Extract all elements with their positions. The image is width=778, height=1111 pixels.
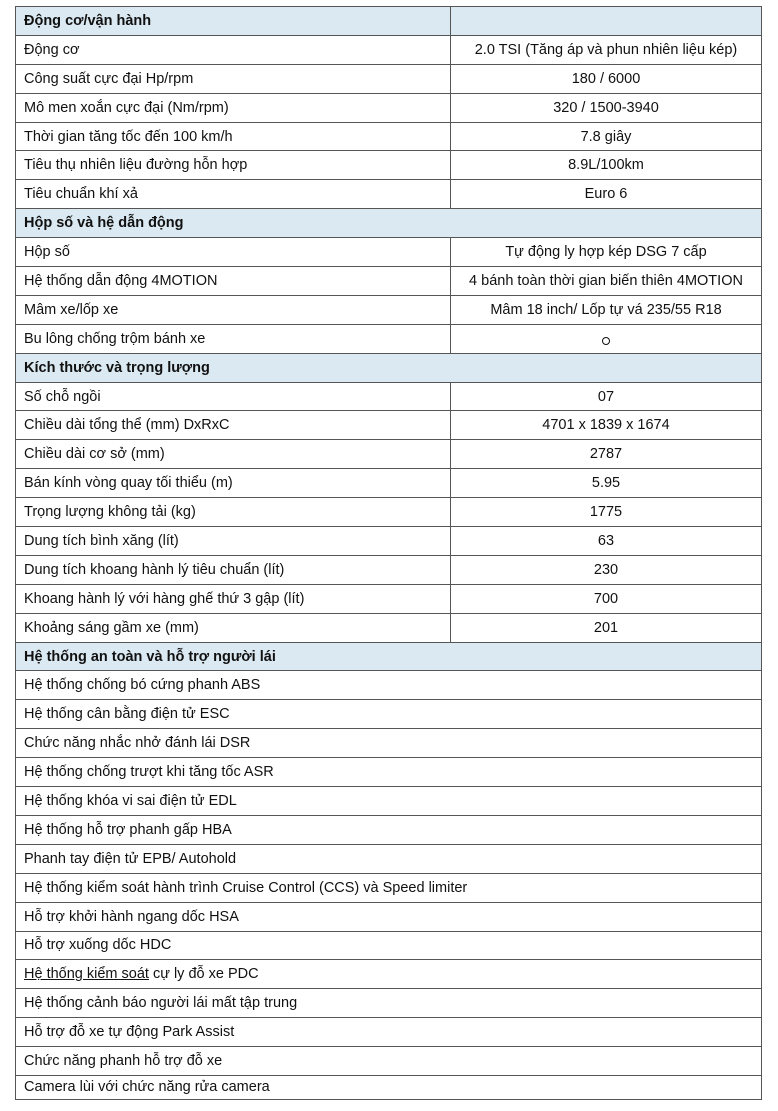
feature-row	[16, 931, 762, 960]
spec-row-luggage-standard	[16, 555, 762, 584]
feature-label: Hệ thống chống bó cứng phanh ABS	[16, 671, 762, 700]
feature-label-cell	[16, 960, 762, 989]
feature-label: Camera lùi với chức năng rửa camera	[16, 1075, 762, 1099]
spec-label: Trọng lượng không tải (kg)	[16, 498, 451, 527]
feature-label: Chức năng nhắc nhở đánh lái DSR	[16, 729, 762, 758]
feature-row	[16, 902, 762, 931]
spec-value: 5.95	[451, 469, 762, 498]
feature-row-pdc	[16, 960, 762, 989]
spec-row-fuel-consumption	[16, 151, 762, 180]
spec-label: Số chỗ ngồi	[16, 382, 451, 411]
spec-value: 1775	[451, 498, 762, 527]
feature-label-underlined: Hệ thống kiểm soát	[24, 966, 149, 983]
spec-row-luggage-folded	[16, 584, 762, 613]
spec-value: 4 bánh toàn thời gian biến thiên 4MOTION	[451, 267, 762, 296]
spec-table	[15, 6, 762, 1100]
spec-row-power	[16, 64, 762, 93]
spec-row-turning-radius	[16, 469, 762, 498]
feature-row	[16, 671, 762, 700]
spec-label: Mâm xe/lốp xe	[16, 295, 451, 324]
section-title-blank	[451, 7, 762, 36]
spec-value: 201	[451, 613, 762, 642]
spec-label: Chiều dài cơ sở (mm)	[16, 440, 451, 469]
feature-row	[16, 815, 762, 844]
feature-row	[16, 758, 762, 787]
section-header-dimensions	[16, 353, 762, 382]
spec-row-ground-clearance	[16, 613, 762, 642]
feature-row	[16, 1018, 762, 1047]
feature-label: Hỗ trợ xuống dốc HDC	[16, 931, 762, 960]
spec-value: Mâm 18 inch/ Lốp tự vá 235/55 R18	[451, 295, 762, 324]
spec-row-wheel-locks	[16, 324, 762, 353]
spec-label: Bán kính vòng quay tối thiểu (m)	[16, 469, 451, 498]
feature-row	[16, 700, 762, 729]
section-header-transmission	[16, 209, 762, 238]
spec-label: Hệ thống dẫn động 4MOTION	[16, 267, 451, 296]
feature-label: Hệ thống kiểm soát hành trình Cruise Control (CCS) và Speed limiter	[16, 873, 762, 902]
feature-label: Hệ thống cảnh báo người lái mất tập trung	[16, 989, 762, 1018]
spec-label: Công suất cực đại Hp/rpm	[16, 64, 451, 93]
spec-row-overall-dimensions	[16, 411, 762, 440]
spec-label: Mô men xoắn cực đại (Nm/rpm)	[16, 93, 451, 122]
spec-value: 07	[451, 382, 762, 411]
spec-value: 4701 x 1839 x 1674	[451, 411, 762, 440]
feature-label: Hệ thống hỗ trợ phanh gấp HBA	[16, 815, 762, 844]
feature-label: Hệ thống chống trượt khi tăng tốc ASR	[16, 758, 762, 787]
spec-label: Dung tích khoang hành lý tiêu chuẩn (lít)	[16, 555, 451, 584]
spec-row-wheelbase	[16, 440, 762, 469]
feature-label: Hệ thống cân bằng điện tử ESC	[16, 700, 762, 729]
feature-row	[16, 989, 762, 1018]
spec-row-torque	[16, 93, 762, 122]
spec-row-engine	[16, 35, 762, 64]
feature-row	[16, 1075, 762, 1099]
spec-row-wheels	[16, 295, 762, 324]
feature-row	[16, 1047, 762, 1076]
spec-label: Chiều dài tổng thể (mm) DxRxC	[16, 411, 451, 440]
feature-label: Hỗ trợ đỗ xe tự động Park Assist	[16, 1018, 762, 1047]
section-header-safety	[16, 642, 762, 671]
spec-value-cell	[451, 324, 762, 353]
section-header-engine	[16, 7, 762, 36]
spec-value: 7.8 giây	[451, 122, 762, 151]
feature-label: Hệ thống khóa vi sai điện tử EDL	[16, 787, 762, 816]
spec-label: Dung tích bình xăng (lít)	[16, 527, 451, 556]
spec-value: 2787	[451, 440, 762, 469]
spec-value: 230	[451, 555, 762, 584]
spec-row-emission	[16, 180, 762, 209]
feature-row	[16, 729, 762, 758]
spec-label: Bu lông chống trộm bánh xe	[16, 324, 451, 353]
feature-row	[16, 844, 762, 873]
section-title: Hệ thống an toàn và hỗ trợ người lái	[16, 642, 762, 671]
spec-value: 63	[451, 527, 762, 556]
spec-row-fuel-tank	[16, 527, 762, 556]
spec-label: Tiêu thụ nhiên liệu đường hỗn hợp	[16, 151, 451, 180]
feature-row	[16, 787, 762, 816]
spec-row-gearbox	[16, 238, 762, 267]
spec-row-drivetrain	[16, 267, 762, 296]
circle-icon	[602, 337, 610, 345]
section-title: Hộp số và hệ dẫn động	[16, 209, 762, 238]
spec-value: 320 / 1500-3940	[451, 93, 762, 122]
spec-value: 700	[451, 584, 762, 613]
spec-label: Thời gian tăng tốc đến 100 km/h	[16, 122, 451, 151]
spec-row-curb-weight	[16, 498, 762, 527]
feature-label: Chức năng phanh hỗ trợ đỗ xe	[16, 1047, 762, 1076]
spec-label: Tiêu chuẩn khí xả	[16, 180, 451, 209]
feature-label: Phanh tay điện tử EPB/ Autohold	[16, 844, 762, 873]
feature-row	[16, 873, 762, 902]
spec-label: Hộp số	[16, 238, 451, 267]
spec-value: Euro 6	[451, 180, 762, 209]
spec-label: Khoang hành lý với hàng ghế thứ 3 gập (lít)	[16, 584, 451, 613]
spec-row-acceleration	[16, 122, 762, 151]
spec-label: Động cơ	[16, 35, 451, 64]
spec-row-seats	[16, 382, 762, 411]
spec-value: Tự động ly hợp kép DSG 7 cấp	[451, 238, 762, 267]
spec-label: Khoảng sáng gầm xe (mm)	[16, 613, 451, 642]
section-title: Động cơ/vận hành	[16, 7, 451, 36]
spec-value: 8.9L/100km	[451, 151, 762, 180]
feature-label: Hỗ trợ khởi hành ngang dốc HSA	[16, 902, 762, 931]
feature-label-rest: cự ly đỗ xe PDC	[148, 966, 259, 983]
spec-value: 2.0 TSI (Tăng áp và phun nhiên liệu kép)	[451, 35, 762, 64]
section-title: Kích thước và trọng lượng	[16, 353, 762, 382]
spec-value: 180 / 6000	[451, 64, 762, 93]
